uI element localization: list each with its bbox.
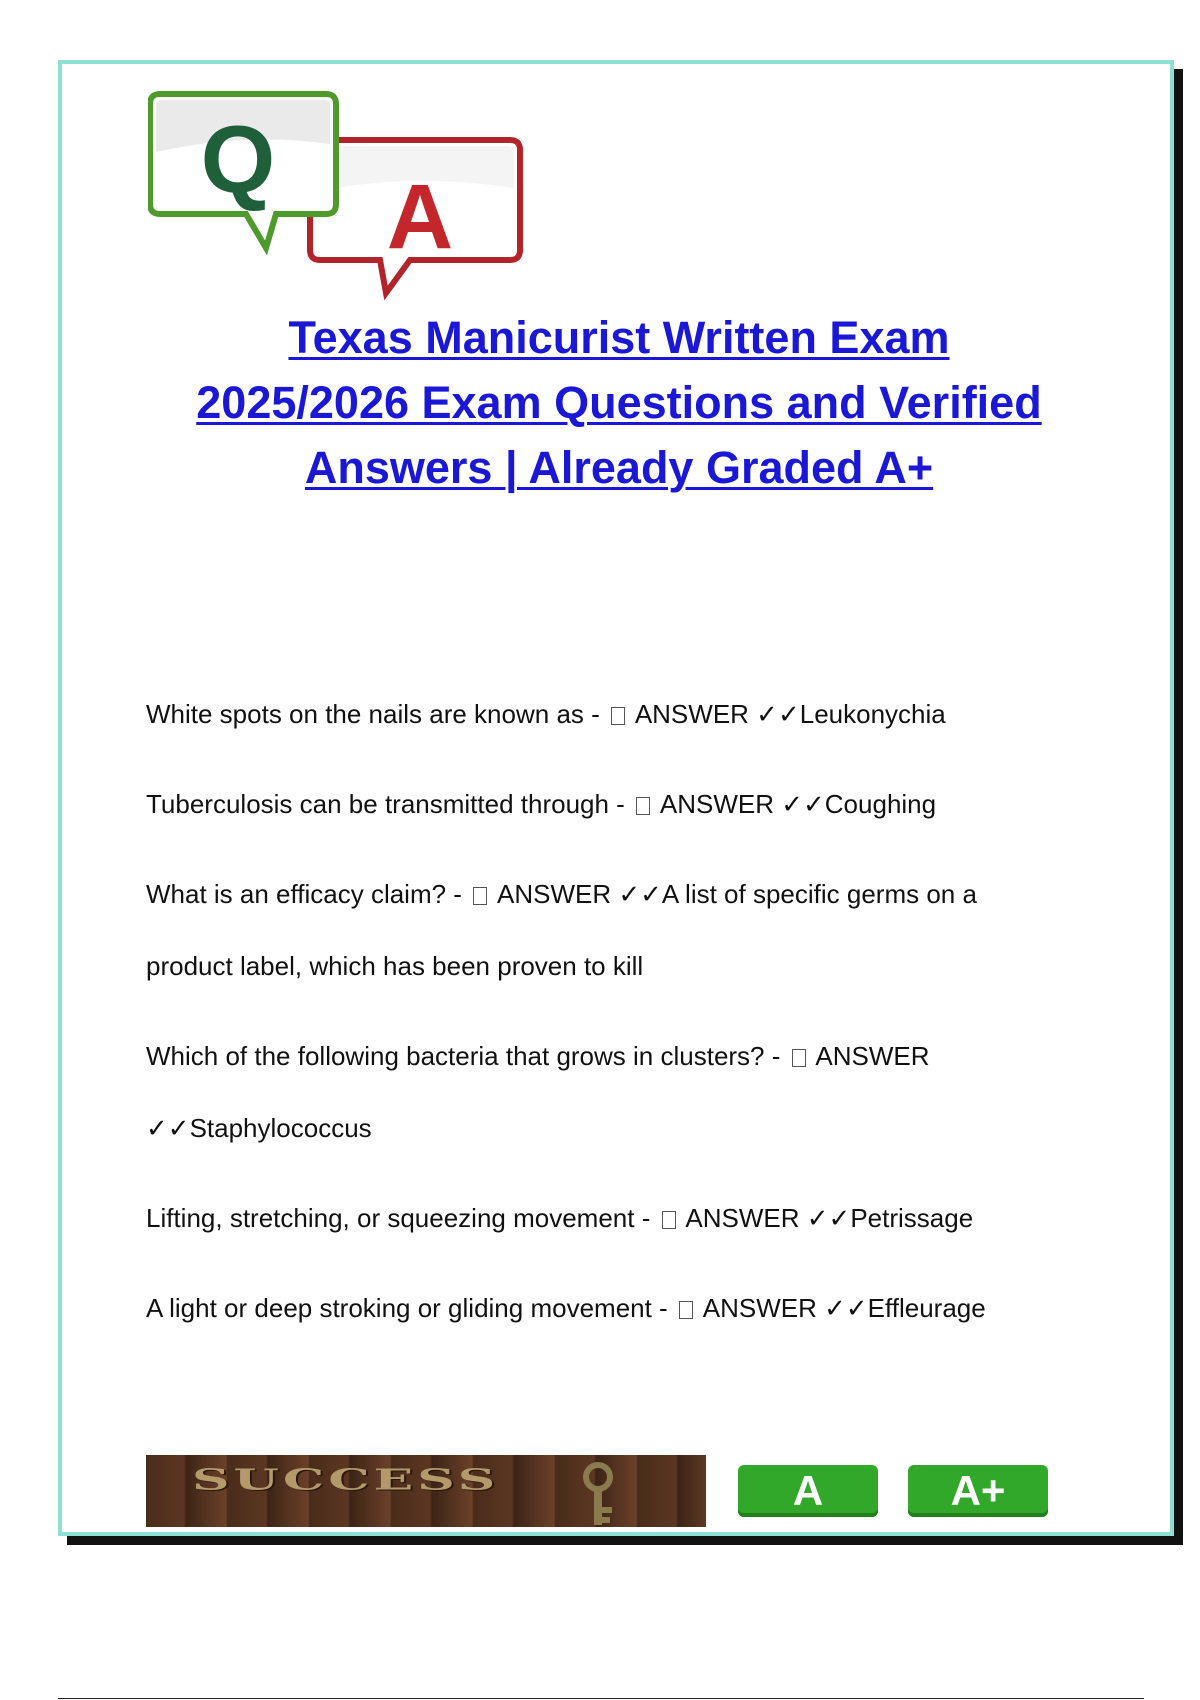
footer-row [146,1455,1056,1529]
logo-a-letter: A [386,166,454,268]
qa-answer: Effleurage [867,1293,986,1323]
bottom-rule [58,1698,1144,1699]
qa-answer: Coughing [824,789,937,819]
qa-question: Tuberculosis can be transmitted through - [146,789,633,819]
qa-question: White spots on the nails are known as - [146,699,608,729]
qa-answer: ✓✓Staphylococcus [146,1113,372,1143]
qa-answer: Leukonychia [799,699,946,729]
qa-marker: ANSWER ✓✓ [634,699,800,729]
key-icon [576,1455,636,1527]
qa-marker: ANSWER ✓✓ [702,1293,868,1323]
qa-question: What is an efficacy claim? - [146,879,470,909]
qa-answer: Petrissage [850,1203,974,1233]
qa-marker: ANSWER [815,1041,930,1071]
qa-list [146,678,1076,1362]
qa-question: Lifting, stretching, or squeezing movement - [146,1203,658,1233]
missing-glyph-icon [473,887,487,905]
logo-q-letter: Q [200,106,276,213]
title-line-2: 2025/2026 Exam Questions and Verified [196,377,1042,428]
document-title [120,305,1118,500]
missing-glyph-icon [636,797,650,815]
missing-glyph-icon [611,707,625,725]
qa-answer: A list of specific germs on a [661,879,977,909]
missing-glyph-icon [662,1211,676,1229]
grade-a-badge: A [738,1465,878,1517]
qa-marker: ANSWER ✓✓ [685,1203,851,1233]
qa-logo [148,88,528,308]
grade-a-plus-badge: A+ [908,1465,1048,1517]
qa-item [146,768,1076,840]
missing-glyph-icon [792,1049,806,1067]
qa-item [146,1182,1076,1254]
success-banner-text: SUCCESS [192,1463,500,1497]
qa-answer-continued: product label, which has been proven to kill [146,951,644,981]
qa-question: A light or deep stroking or gliding movement - [146,1293,675,1323]
qa-item [146,1020,1076,1164]
qa-item [146,1272,1076,1344]
title-line-3: Answers | Already Graded A+ [304,442,934,493]
qa-item [146,678,1076,750]
qa-marker: ANSWER ✓✓ [659,789,825,819]
missing-glyph-icon [679,1301,693,1319]
title-line-1: Texas Manicurist Written Exam [288,312,950,363]
answer-bubble-icon [310,140,520,293]
qa-question: Which of the following bacteria that grows in clusters? - [146,1041,788,1071]
qa-marker: ANSWER ✓✓ [496,879,662,909]
qa-item [146,858,1076,1002]
success-banner [146,1455,706,1527]
